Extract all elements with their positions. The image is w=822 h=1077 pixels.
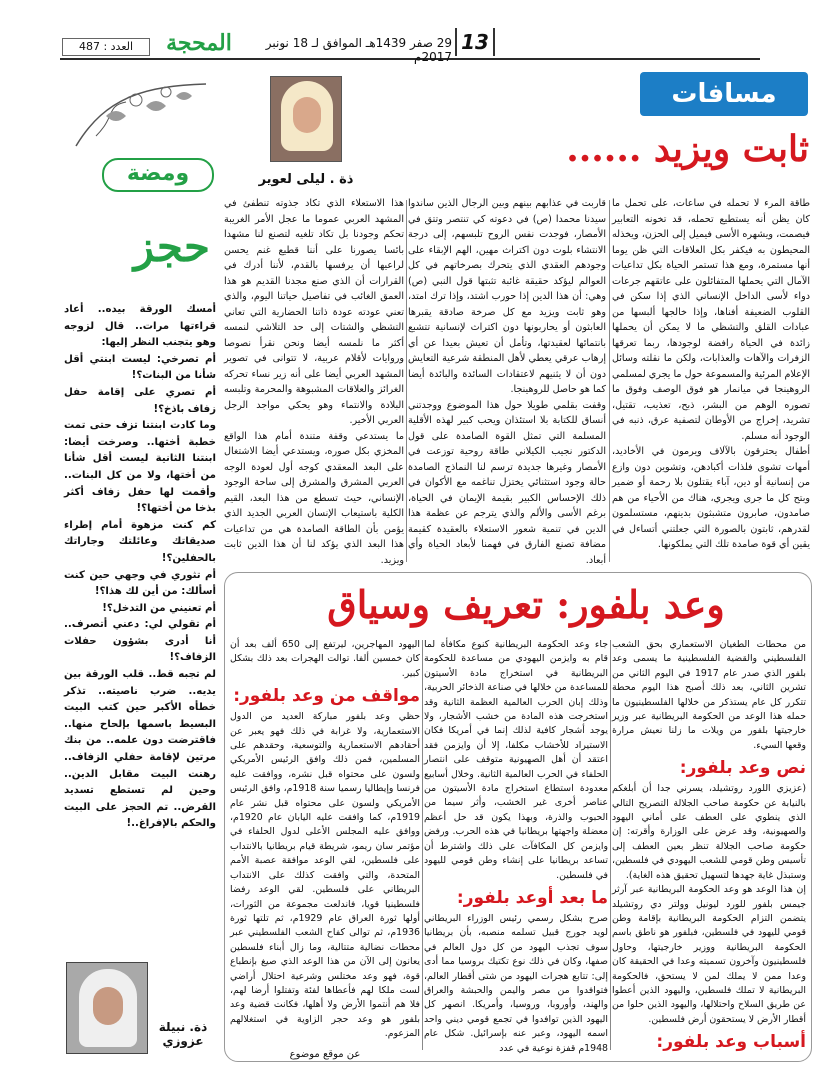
author2-photo [66,962,148,1054]
article1-paragraph: هذا الاستعلاء الذي تكاد جذوته تنطفئ في المشهد العربي عموما ما عجل الأمر الغريبة تحكم وجودنا بل تكاد تلغيه لتصنع لنا مشهدا بائسا يصورنا على أننا قطيع غنم يحسن لراعيها أن يرفسها بالقدم، لأننا أدرك في القرارات أن الذي صنع مجدنا القديم هو هذا العمق الغائب في تفاصيل حياتنا اليوم، والذي تعني عودته عودة ذاتنا الحضارية التي تعاني التشظي والشتات إلى حد التلاشي لنمسه أكثر ما نلمسه أيضا ونحن نقرأ نصوصا وروايات لأقلام عربية، لا تتوانى في تصوير المشهد العربي أيضا على أنه زير نساء تحركه الغرائز والعلاقات المشبوهة والمحرمة وتلبسه البلادة والانتماء وهو يحكي مواجد الرجل العربي الأخير. [224,198,404,426]
column-divider [610,640,611,1050]
article1-paragraph: ما يستدعي وقفة متندة أمام هذا الواقع المخزي بكل صوره، ويستدعي أيضا الاشتغال على البعد المعقدي كوجه أول لعودة الوجه العربي المشرق والمشرق إلى ساحة الوجود الإنساني، حيث تسطع من هذا البعد، القيم الكلية باستيعاب الإنسان العربي الجديد الذي يؤمن بأن الطاقة الصامدة هي من تداعيات هذا البعد الذي يؤكد لنا أن هذا الدين ثابت ويزيد. [224,430,404,566]
section-label: مسافات [671,79,777,109]
article2-paragraph: اليهود المهاجرين، ليرتفع إلى 650 ألف بعد أن كان خمسين ألفا. توالت الهجرات بعد ذلك بشكل كبير. [230,639,420,679]
article2-paragraph: من محطات الطغيان الاستعماري بحق الشعب الفلسطيني والقضية الفلسطينية ما يسمى وعد بلفور الذي صدر عام 1917 في اليوم الثاني من تشرين الثاني، بعد ذلك أصبح هذا اليوم محطة تتكرر كل عام يستذكر من خلالها الفلسطينيون ما حمله هذا الوعد من الحكومة البريطانية عبر وزير خارجيتها بلفور من ويلات ما زلنا نعيش مرارة وقعها السيء. [612,639,806,751]
column-divider [406,200,407,562]
article2-subheading: مواقف من وعد بلفور: [233,686,420,707]
sidebar-paragraph: كم كنت مزهوة أمام إطراء صديقاتك وعائلتك وجاراتك بالحفلين؟! [64,519,216,564]
sidebar-paragraph: وما كادت ابنتنا تزف حتى تمت خطبة أختها.. وصرخت أيضا: ابنتنا الثانية ليست أقل شأنا من أختها، ولا من كل البنات.. وأقمت لها حفل زفاف أكثر بذخا من أختها؟! [64,420,216,515]
issue-number: العدد : 487 [62,38,150,56]
article1-paragraph: أطفال يحترقون بالآلاف ويرمون في الأخاديد، أمهات تشوى فلذات أكبادهن، وتشوين دون وازع من إنسانية أو دين، آباء يقتلون بلا رحمة أو ضمير وبتح كل ما جرى ويجري، هناك من الأحياء من هم صامدون، صابرون متشبثون بدينهم، مستسلمون لقدرهم، ثابتون بالصورة التي جعلتني أتساءل في يقين أي قوة صامدة تلك التي يملكونها. [612,446,810,550]
article1-column-2 [408,196,606,568]
article2-column-3 [230,638,420,1062]
article1-column-1 [612,196,810,553]
sidebar-paragraph: أم تعنيني من التدخل؟! [102,602,216,614]
article2-paragraph: جاء وعد الحكومة البريطانية كنوع مكافأة لما قام به وايزمن اليهودي من مساعدة للحكومة البريطانية في استخراج مادة الأسيتون للمساعدة من خلالها في صناعة الذخائر الحربية، وذلك إبان الحرب العالمية العظمة الثانية وقد استخرجت هذه المادة من خشب الأشجار، ولا يوجد أشجار كافية لذلك إنما في أمريكا فكان الاستيراد للأخشاب مكلفا، إلا أن وايزمن فقد اعتقد أن أهل الصهيونية متوقف على انتصار الحلفاء في الحرب العالمية الثانية. وخلال أسابيع معدودة استطاع استخراج مادة الأسيتون من عناصر أخرى غير الخشب، وأثر سيما من الحبوب والذرة، وبهذا يكون قد حل أعظم معضلة واجهتها بريطانيا في هذه الحرب. ورفض وايزمن كل المكافآت على ذلك واشترط أن تساعد بريطانيا على إنشاء وطن قومي لليهود في فلسطين. [424,639,608,881]
sidebar-label: ومضة [126,161,190,186]
article2-paragraph: (عزيزي اللورد روتشيلد، يسرني جدا أن أبلغكم بالنيابة عن حكومة صاحب الجلالة التصريح التالي الذي ينطوي على العطف على أماني اليهود والصهيونية، وقد عرض على الوزارة وأقرته: إن حكومة صاحب الجلالة تنظر بعين العطف إلى تأسيس وطن قومي للشعب اليهودي في فلسطين، وستبذل غاية جهدها لتسهيل تحقيق هذه الغاية). [612,783,806,881]
floral-ornament-icon [66,76,214,158]
author2-name: ذة. نبيلة عزوزي [158,1020,208,1048]
sidebar-paragraph: أمسك الورقة بيده.. أعاد قراءتها مرات.. قال لزوجه وهو يتجنب النظر إليها: [64,304,216,349]
sidebar-title: حجز [133,222,210,271]
column-divider [609,200,610,562]
article2-column-1 [612,638,806,1056]
article2-subheading: نص وعد بلفور: [679,758,806,779]
article1-title: ثابت ويزيد ...... [566,128,809,170]
article1-paragraph: وقفت بقلمي طويلا حول هذا الموضوع ووجدتني أنساق للكتابة بلا استئذان ويحب كبير لهذه الأقلية المسلمة التي تمثل القوة الصامدة على قول الدكتور نجيب الكيلاني طاقة روحية توزعت في الأمصار وغيرها جديدة ترسم لنا النماذج الصامدة حالة وجود استثنائي يختزل تناغمه مع الأكوان في ذلك الإحساس الكبير بقيمة الإيمان في الحياة، برغم الأسى والألم والذي يترجم عن عظمة هذا الدين في تنمية شعور الاستعلاء بالعقيدة كقيمة مضافة تصنع الفارق في فهمنا لأبعاد الحياة وأي أبعاد. [408,399,606,566]
author1-name: ذة . ليلى لعوير [258,172,354,187]
sidebar-body [64,302,216,833]
article1-paragraph: طاقة المرء لا تحمله في ساعات، على تحمل ما كان يظن أنه يستطيع تحمله، قد تخونه التعابير فيصمت، ويشهره الأسى فيميل إلى الحزن، ويخذله المحيطون به فيكفر بكل العلاقات التي ظن يوما أنها مستمرة، ومع هذا تستمر الحياة بكل تداعيات الآمال التي يحملها المتفائلون على عاتقهم جرعات دواء لأسى الداخل الإنساني الذي إذا سكن في القلوب الضعيفة أفناها، وإذا خالجها ألبسها من عبادات القلق والتشظي ما لا يمكن أن يحملها زائدة في الحياة رافضة لوجودها، ربما تعرقها الزفرات والآهات والعذابات، ولكن ما نقلته وسائل الإعلام المرئية والمسموعة حول ما يجري لمسلمي الروهينجا في ميانمار هو فوق الوصف وفوق ما تصوره الوهم من البشر، ذبح، تعذيب، تقتيل، تشريد، إخراج من الأوطان لتصفية عرق، ذنبه في الوجود أنه مسلم. [612,198,810,442]
sidebar-paragraph: أم تصرخي: ليست ابنتي أقل شأنا من البنات؟! [64,353,216,382]
article2-subheading: أسباب وعد بلفور: [656,1032,806,1053]
issue-date: 29 صفر 1439هـ الموافق لـ 18 نونبر 2017م [265,36,452,64]
sidebar-paragraph: لم تجبه قط.. قلب الورقة بين يديه.. ضرب ناصيته.. تذكر خطأه الأكبر حين كتب البيت البسيط باسمها بإلحاح منها.. فاقترضت دون علمه.. من بنك مرتين لإقامة حفلي الزفاف.. رهنت البيت مقابل الدين.. وحين لم تستطع تسديد القرض.. تم الحجز على البيت والحكم بالإفراغ..! [64,669,216,830]
article2-title: وعد بلفور: تعريف وسياق [327,582,725,627]
article2-paragraph: صرح بشكل رسمي رئيس الوزراء البريطاني لويد جورج قبيل تسلمه منصبه، بأن بريطانيا سوف تجذب اليهود من كل دول العالم في صفها، وكان في ذلك نوع تكتيك بروسيا مما أدى إلى: تتابع هجرات اليهود من شتى أقطار العالم، فتوافدوا من مصر واليمن والحبشة والعراق والهند، وأوروبا، وروسيا، وأمريكا. انصهر كل اليهود الذين توافدوا في تجمع قومي ديني واحد اسمه اليهود، وعبر عنه بإسرائيل. شكل عام 1948م قفزة نوعية في عدد [424,912,608,1054]
article2-paragraph: إن هذا الوعد هو وعد الحكومة البريطانية عبر آرثر جيمس بلفور للورد ليونيل وولتر دي روتشيلد يتضمن التزام الحكومة البريطانية بإقامة وطن قومي لليهود في فلسطين، فبلفور هو ناطق باسم الحكومة البريطانية ووزير خارجيتها، وحاول فلسطينيون وآخرون تسميته وعدا في الحقيقة كان وعدا ممن لا يملك لمن لا يستحق، فالحكومة البريطانية لا تملك فلسطين، واليهود الذين أعطوا عن طريق السلاح واحتلالها، واليهود الذين حلوا من أقطار الأرض لا يستحقون أرض فلسطين. [612,884,806,1025]
article2-column-2 [424,638,608,1056]
sidebar-paragraph: أم تثوري في وجهي حين كنت أسألك: من أين لك هذا؟! [64,569,216,598]
article2-subheading: ما بعد أوعد بلفور: [456,887,608,908]
author1-photo [270,76,342,162]
magazine-logo: المحجة [166,30,232,56]
article1-column-3 [224,196,404,568]
sidebar-paragraph: أم تقولي لي: دعني أتصرف.. أنا أدرى بشؤون حفلات الزفاف؟! [64,619,216,664]
sidebar-paragraph: أم تصري على إقامة حفل زفاف باذخ؟! [64,386,216,415]
column-divider [422,640,423,1050]
article2-paragraph: حظي وعد بلفور مباركة العديد من الدول الاستعمارية، ولا غرابة في ذلك فهو يعبر عن أحقادهم الاستعمارية والتوسعية، وحقدهم على المسلمين، فمن ذلك وافق الرئيس الأمريكي ولسون على محتواه قبل نشره، ووافقت عليه فرنسا وإيطاليا رسميا سنة 1918م، وافق الرئيس الأمريكي ولسون على محتواه قبل نشر عام 1919م، كما وافقت عليه اليابان عام 1920م، ووافق عليه المجلس الأعلى لدول الحلفاء في مؤتمر سان ريمو، شريطة قيام بريطانيا بالانتداب على فلسطين، لقي الوعد موافقة عصبة الأمم المتحدة، والتي وافقت كذلك على الانتداب البريطاني على فلسطين. لقي الوعد رفضا فلسطينيا قويا، فاندلعت مجموعة من الثورات، أولها ثورة العراق عام 1929م، ثم تلتها ثورة 1936م، ثم توالى كفاح الشعب الفلسطيني عبر محطات نضالية متتالية، وما زال أبناء فلسطين يعانون إلى الآن من هذا الوعد الذي صيغ بإنطباع قوة، فهو وعد مختلس وشرعية احتلال أراضي لست ملكا لهم فأعطاها لفئة وتفتلوا أرضا لهم، فلا هم أنتموا الأرض ولا أهلها، فكانت قضية وعد بلفور هو وعد حجر الزاوية في استغلالهم المزعوم. [230,711,420,1040]
article2-source: عن موقع موضوع [289,1048,361,1060]
page-number: 13 [455,28,495,56]
article1-paragraph: قاربت في عذابهم بينهم وبين الرجال الذين ساندوا سيدنا محمدا (ص) في دعوته كي تنتصر وتتق في الأمصار، فوجدت نفس الروح تلبسهم، إلى درجة الانتشاء بلوت دون اكتراث مهين، الهم الإبقاء على وجودهم العقدي الذي يتحرك بصرخاتهم في كل العوالم ليؤكد حقيقة غائبة تثبتها قول النبي (ص) وهي: أن هذا الدين إذا حورب اشتد، وإذا ترك امتد، وهو ثابت ويزيد مع كل صرخة صادقة يقبرها العابثون أو يحاربونها دون اكتراث لإنسانية تتشبع بانتمائها لعقيدتها، وتأمل أن تعيش بعيدا عن أي إرهاب عرقي يعطي لأهل المنطقة شرعية التعايش دون أن لا يثنيهم لاعتقادات السائدة والبائدة أيضا كما هو حاصل للروهينجا. [408,198,606,395]
